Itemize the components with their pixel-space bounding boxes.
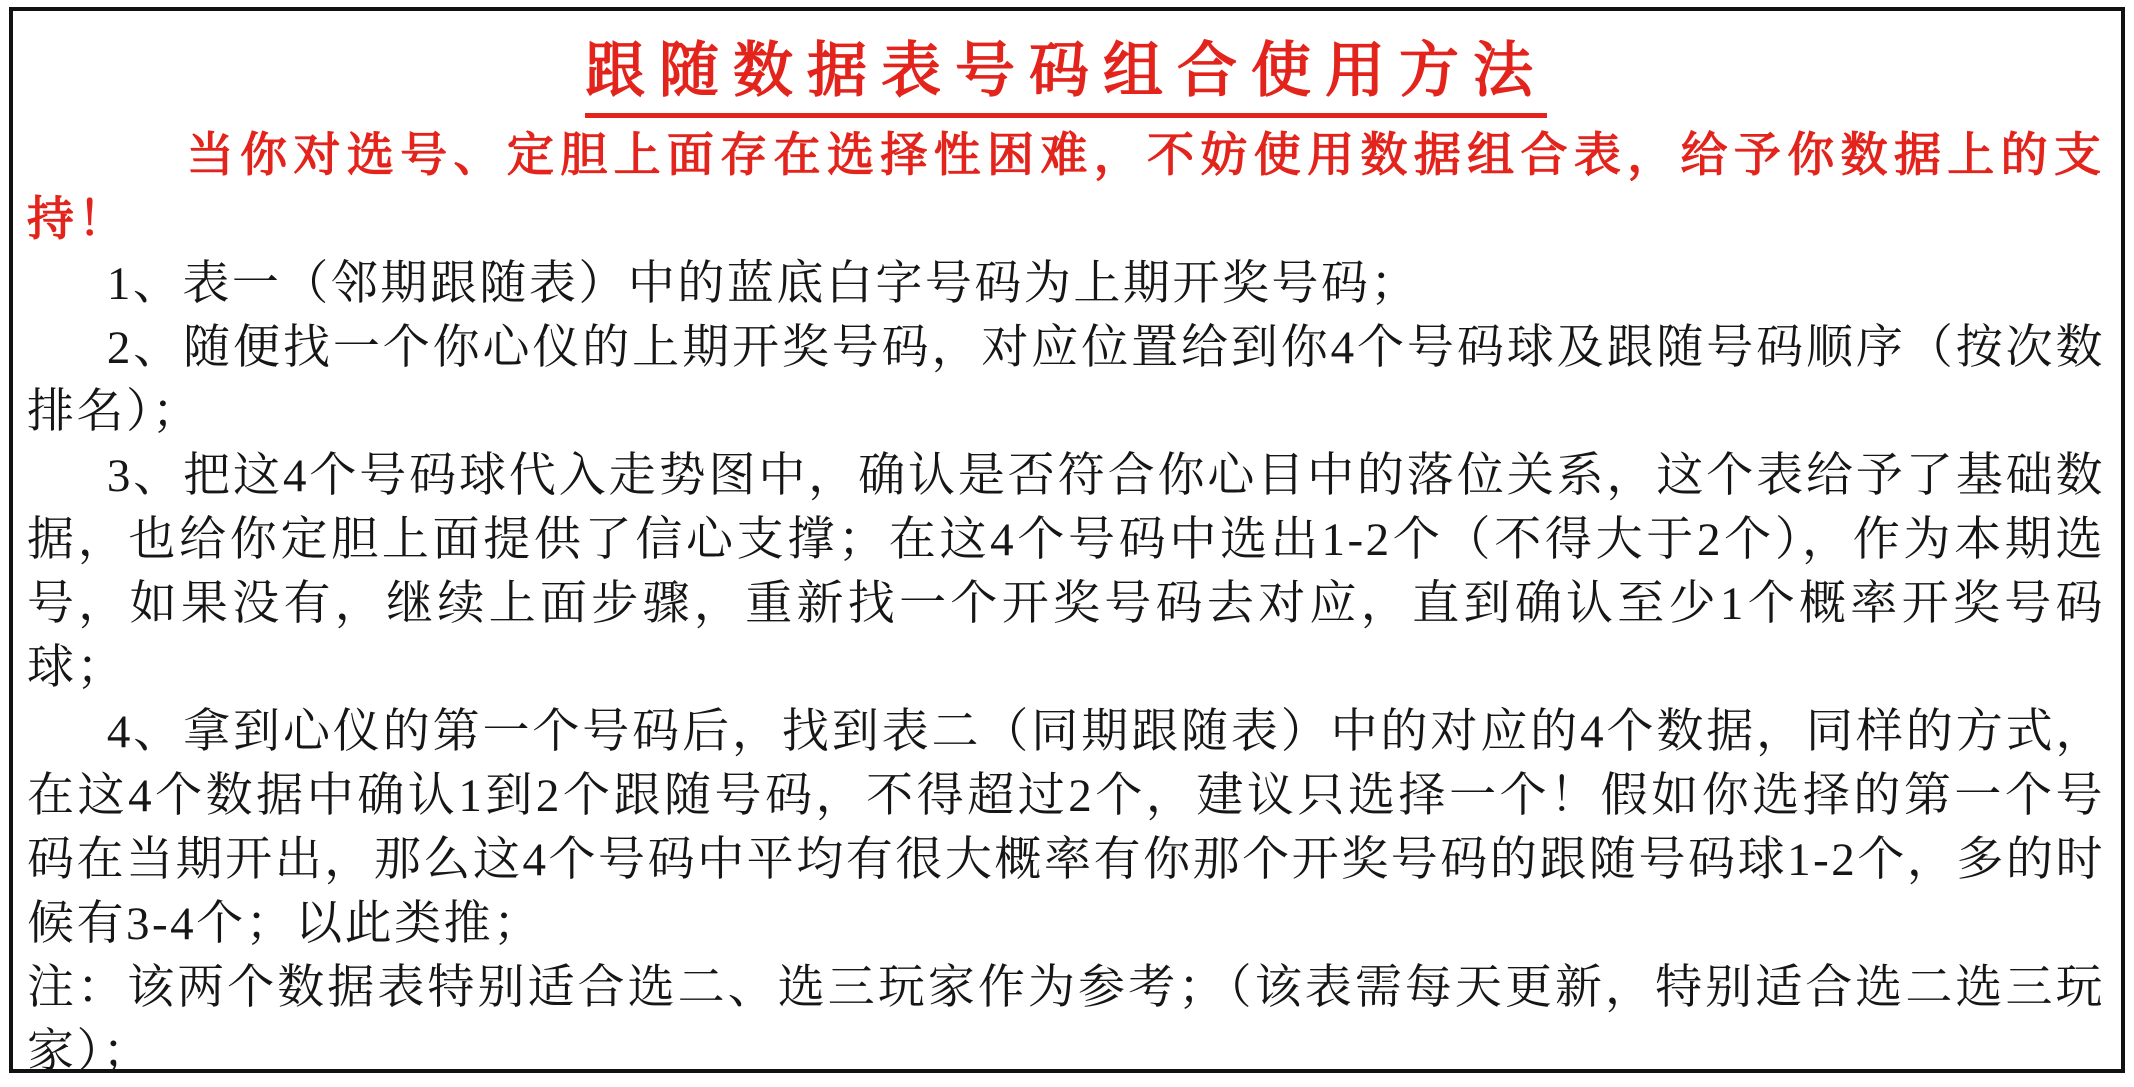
note-paragraph: 注：该两个数据表特别适合选二、选三玩家作为参考；（该表需每天更新，特别适合选二选三玩家）； (27, 962, 2105, 1078)
instruction-step-1: 1、表一（邻期跟随表）中的蓝底白字号码为上期开奖号码； (106, 258, 1420, 310)
intro-paragraph: 当你对选号、定胆上面存在选择性困难，不妨使用数据组合表，给予你数据上的支持！ (27, 130, 2105, 246)
page-title (27, 23, 2105, 118)
document-frame (9, 7, 2125, 1078)
page-title-text: 跟随数据表号码组合使用方法 (585, 23, 1547, 118)
instruction-step-2: 2、随便找一个你心仪的上期开奖号码，对应位置给到你4个号码球及跟随号码顺序（按次数排名）； (27, 322, 2105, 438)
instruction-step-4: 4、拿到心仪的第一个号码后，找到表二（同期跟随表）中的对应的4个数据，同样的方式，在这4个数据中确认1到2个跟随号码，不得超过2个，建议只选择一个！假如你选择的第一个号码在当期开出，那么这4个号码中平均有很大概率有你那个开奖号码的跟随号码球1-2个，多的时候有3-4个；以此类推； (27, 706, 2105, 950)
instruction-step-3: 3、把这4个号码球代入走势图中，确认是否符合你心目中的落位关系，这个表给予了基础数据，也给你定胆上面提供了信心支撑；在这4个号码中选出1-2个（不得大于2个），作为本期选号，如果没有，继续上面步骤，重新找一个开奖号码去对应，直到确认至少1个概率开奖号码球； (27, 450, 2105, 694)
